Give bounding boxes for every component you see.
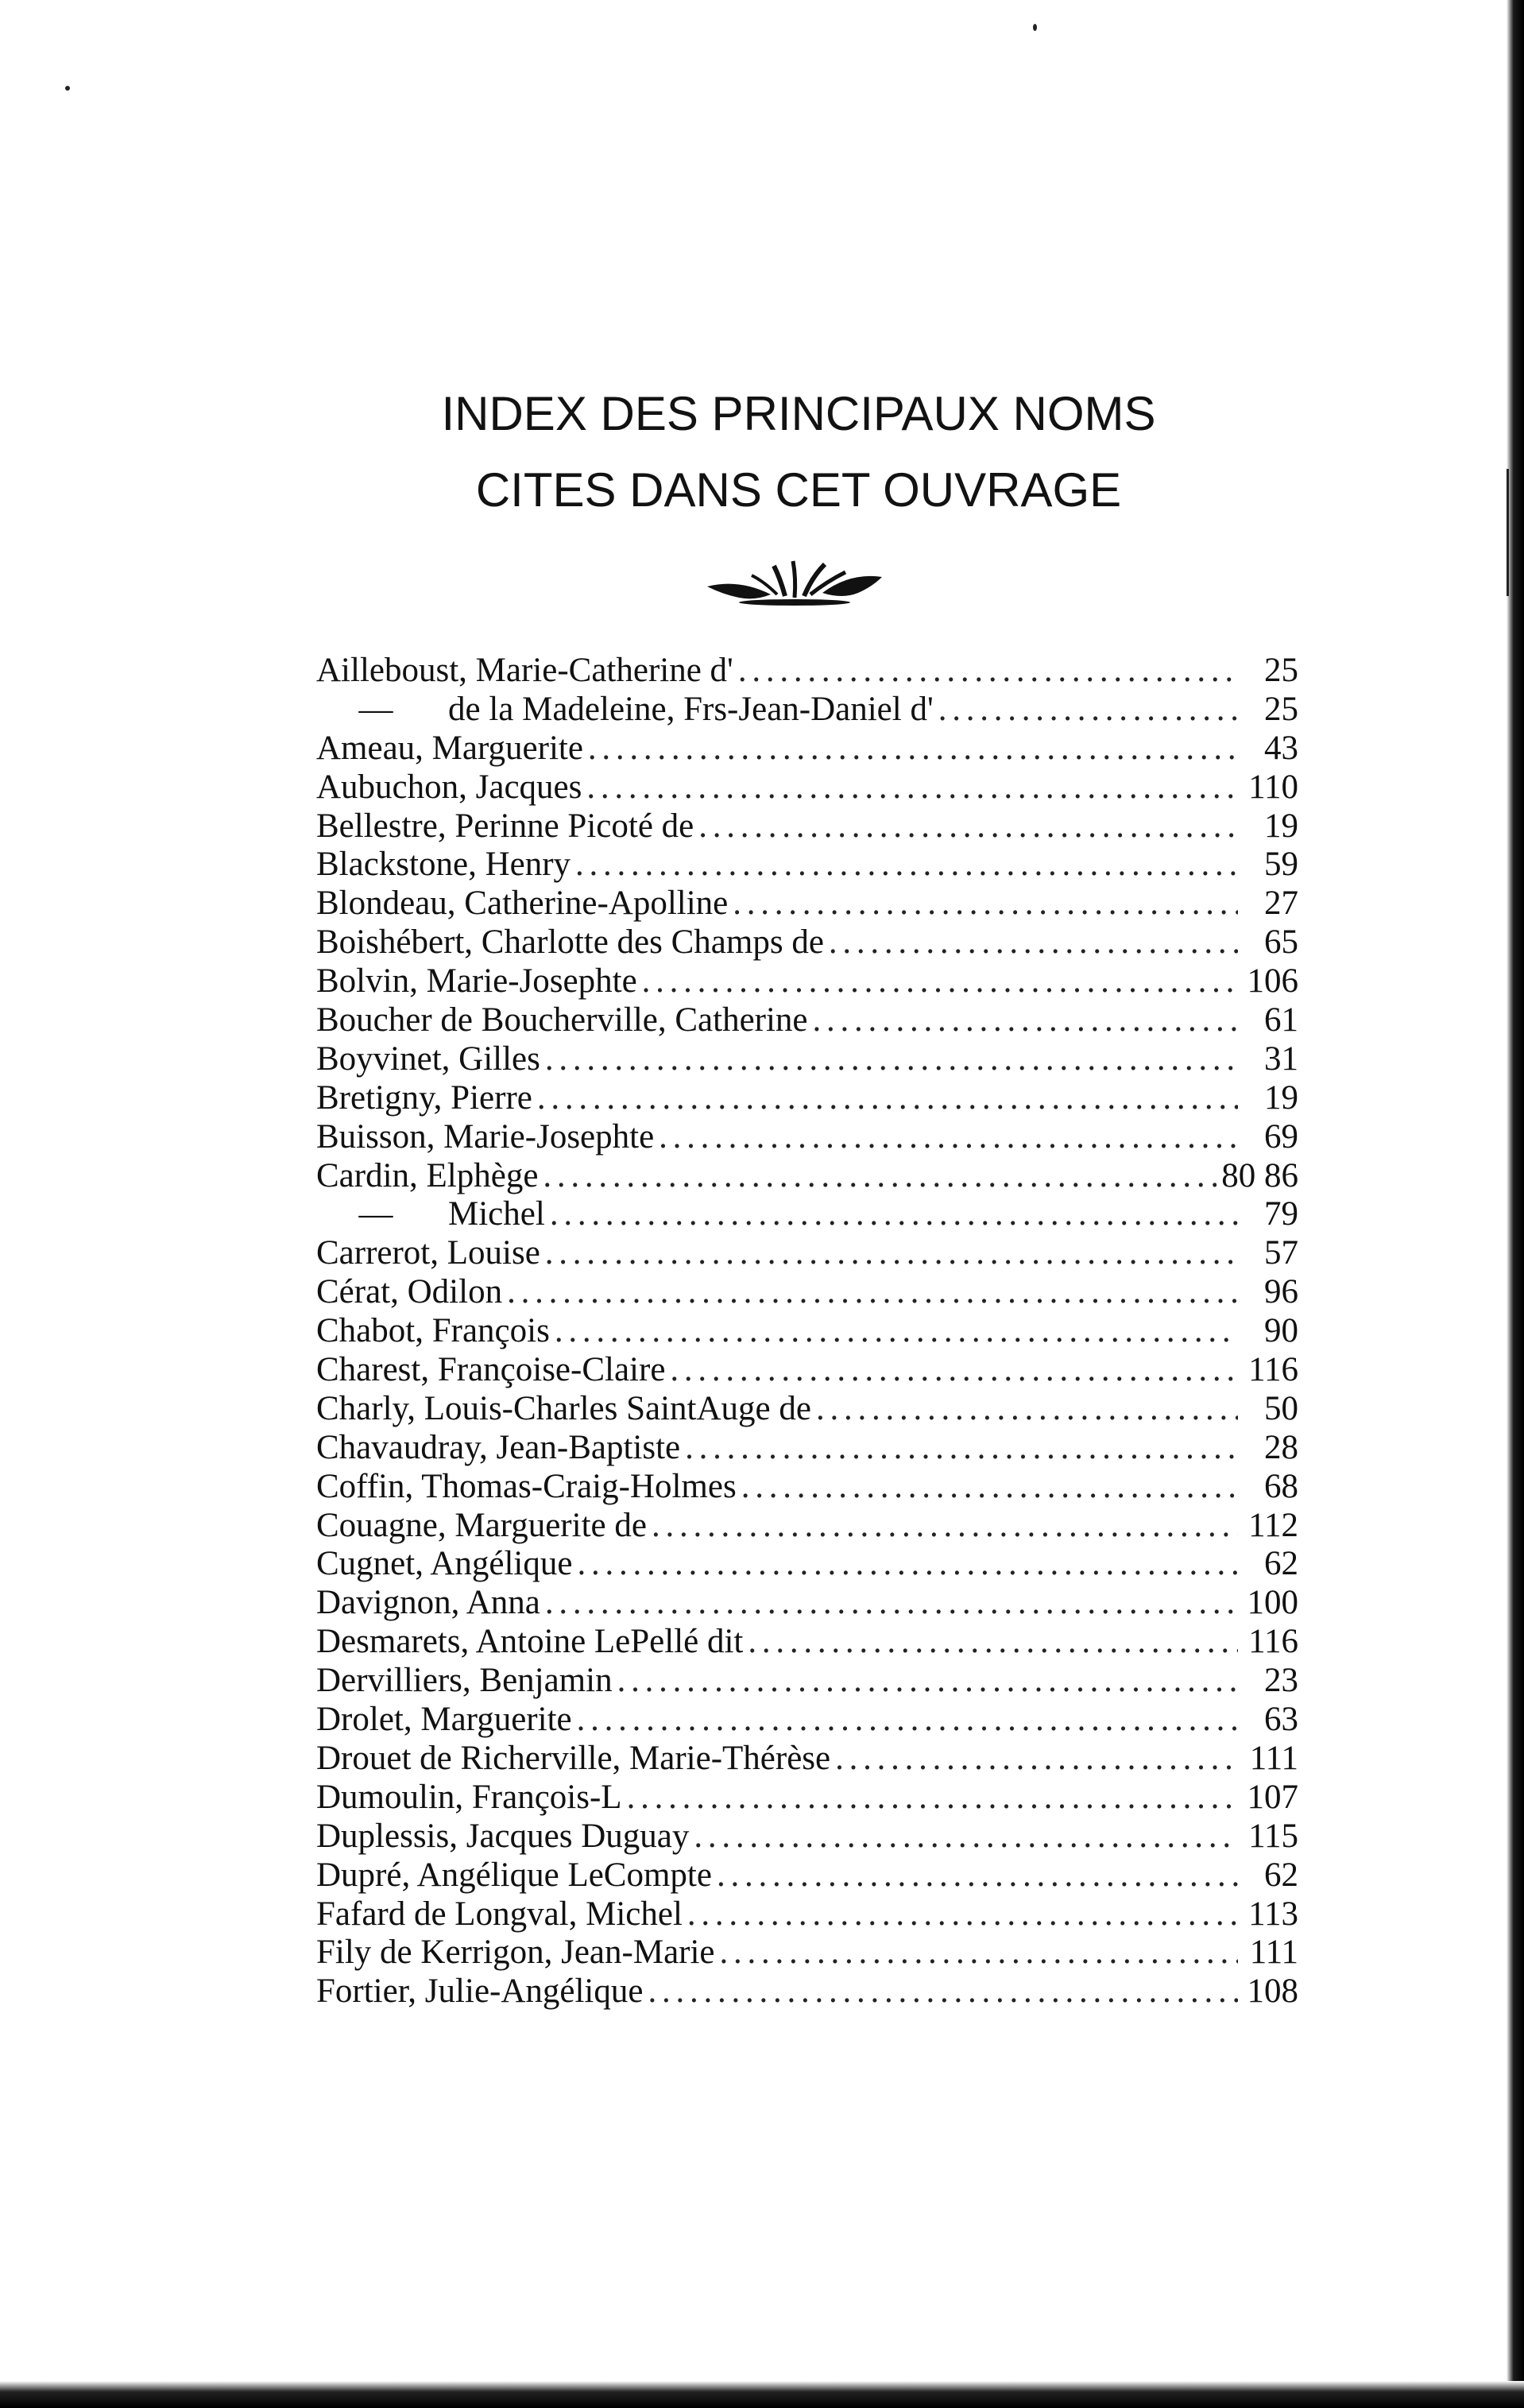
entry-page-number: 43 <box>1264 729 1298 767</box>
dot-leader <box>741 1468 1238 1507</box>
entry-page-number: 115 <box>1248 1817 1298 1855</box>
entry-page-number: 107 <box>1247 1778 1298 1816</box>
entry-name: de la Madeleine, Frs-Jean-Daniel d' <box>448 690 934 728</box>
index-entry <box>316 768 1298 807</box>
dot-leader <box>627 1779 1238 1818</box>
dot-leader <box>698 807 1238 846</box>
index-entry <box>316 962 1298 1001</box>
entry-page-number: 108 <box>1247 1972 1298 2011</box>
index-entry <box>316 1779 1298 1818</box>
index-entry <box>316 1351 1298 1390</box>
index-title-line-1: INDEX DES PRINCIPAUX NOMS <box>441 387 1156 440</box>
index-list <box>316 652 1298 2011</box>
entry-name: Bolvin, Marie-Josephte <box>316 962 637 1001</box>
entry-page-number: 68 <box>1264 1467 1298 1505</box>
index-entry <box>316 1001 1298 1040</box>
dot-leader <box>829 923 1238 962</box>
dot-leader <box>545 1584 1238 1623</box>
dot-leader <box>733 885 1238 923</box>
entry-page-number: 116 <box>1248 1623 1298 1661</box>
dot-leader <box>813 1001 1238 1040</box>
dot-leader <box>738 652 1238 691</box>
entry-page-number: 112 <box>1248 1506 1298 1544</box>
entry-name: Charly, Louis-Charles SaintAuge de <box>316 1389 811 1427</box>
index-entry <box>316 1584 1298 1623</box>
index-entry <box>316 1390 1298 1429</box>
entry-name: Aubuchon, Jacques <box>316 768 582 806</box>
entry-page-number: 27 <box>1264 885 1298 923</box>
page-edge-bottom <box>0 2381 1524 2408</box>
index-entry <box>316 1818 1298 1856</box>
entry-name: Cérat, Odilon <box>316 1273 503 1311</box>
entry-page-number: 79 <box>1264 1195 1298 1233</box>
entry-page-number: 25 <box>1264 690 1298 728</box>
dot-leader <box>545 1040 1238 1079</box>
index-entry <box>316 1972 1298 2011</box>
dot-leader <box>642 962 1238 1001</box>
entry-page-number: 23 <box>1264 1662 1298 1700</box>
index-entry <box>316 691 1298 730</box>
dot-leader <box>543 1157 1216 1196</box>
dot-leader <box>717 1856 1238 1895</box>
index-entry <box>316 1740 1298 1779</box>
entry-name: Boyvinet, Gilles <box>316 1039 540 1078</box>
entry-name: Dumoulin, François-L <box>316 1778 622 1816</box>
dot-leader <box>659 1118 1238 1157</box>
ditto-dash: — <box>358 690 393 728</box>
entry-name: Fafard de Longval, Michel <box>316 1895 683 1933</box>
index-entry <box>316 1195 1298 1234</box>
entry-page-number: 62 <box>1264 1545 1298 1583</box>
entry-page-number: 59 <box>1264 846 1298 884</box>
entry-name: Drouet de Richerville, Marie-Thérèse <box>316 1739 831 1777</box>
entry-name: Michel <box>448 1195 545 1233</box>
index-entry <box>316 1856 1298 1895</box>
entry-name: Charest, Françoise-Claire <box>316 1351 666 1389</box>
index-entry <box>316 652 1298 691</box>
entry-name: Davignon, Anna <box>316 1584 540 1622</box>
entry-page-number: 110 <box>1248 768 1298 806</box>
index-entry <box>316 885 1298 923</box>
print-speck <box>65 86 70 91</box>
dot-leader <box>748 1623 1238 1662</box>
dot-leader <box>648 1972 1238 2011</box>
entry-name: Desmarets, Antoine LePellé dit <box>316 1623 744 1661</box>
dot-leader <box>555 1312 1238 1351</box>
index-entry <box>316 1507 1298 1546</box>
dot-leader <box>670 1351 1238 1390</box>
entry-name: Bretigny, Pierre <box>316 1078 532 1117</box>
dot-leader <box>720 1934 1238 1972</box>
entry-name: Bellestre, Perinne Picoté de <box>316 807 694 845</box>
index-title-line-2: CITES DANS CET OUVRAGE <box>475 463 1122 517</box>
entry-name: Cardin, Elphège <box>316 1156 539 1194</box>
dot-leader <box>537 1079 1238 1118</box>
floral-ornament-icon <box>691 555 898 610</box>
entry-page-number: 50 <box>1264 1389 1298 1427</box>
ditto-dash: — <box>358 1195 393 1233</box>
entry-name: Carrerot, Louise <box>316 1234 540 1272</box>
index-entry <box>316 1701 1298 1740</box>
index-entry <box>316 1468 1298 1507</box>
entry-name: Boishébert, Charlotte des Champs de <box>316 923 824 962</box>
dot-leader <box>545 1234 1238 1273</box>
index-entry <box>316 1934 1298 1972</box>
entry-page-number: 116 <box>1248 1351 1298 1389</box>
entry-page-number: 80 86 <box>1221 1156 1298 1194</box>
entry-page-number: 62 <box>1264 1856 1298 1894</box>
index-entry <box>316 1429 1298 1468</box>
entry-page-number: 111 <box>1249 1739 1298 1777</box>
entry-name: Dupré, Angélique LeCompte <box>316 1856 712 1894</box>
entry-page-number: 106 <box>1247 962 1298 1001</box>
page-edge-right <box>1507 0 1524 2408</box>
index-entry <box>316 1895 1298 1934</box>
entry-name: Chabot, François <box>316 1312 550 1350</box>
entry-page-number: 90 <box>1264 1312 1298 1350</box>
entry-name: Duplessis, Jacques Duguay <box>316 1817 690 1855</box>
entry-name: Cugnet, Angélique <box>316 1545 573 1583</box>
entry-name: Blackstone, Henry <box>316 846 571 884</box>
entry-name: Chavaudray, Jean-Baptiste <box>316 1428 681 1466</box>
entry-name: Dervilliers, Benjamin <box>316 1662 613 1700</box>
entry-page-number: 57 <box>1264 1234 1298 1272</box>
index-entry <box>316 846 1298 885</box>
entry-name: Coffin, Thomas-Craig-Holmes <box>316 1467 737 1505</box>
entry-name: Ailleboust, Marie-Catherine d' <box>316 652 733 689</box>
index-entry <box>316 1079 1298 1118</box>
index-entry <box>316 1623 1298 1662</box>
dot-leader <box>577 1701 1238 1740</box>
index-entry <box>316 1312 1298 1351</box>
dot-leader <box>652 1507 1238 1546</box>
index-entry <box>316 730 1298 768</box>
entry-page-number: 113 <box>1248 1895 1298 1933</box>
entry-name: Buisson, Marie-Josephte <box>316 1117 655 1156</box>
index-entry <box>316 1662 1298 1701</box>
index-entry <box>316 1118 1298 1157</box>
dot-leader <box>816 1390 1238 1429</box>
entry-page-number: 28 <box>1264 1428 1298 1466</box>
dot-leader <box>550 1195 1238 1234</box>
entry-name: Blondeau, Catherine-Apolline <box>316 885 729 923</box>
dot-leader <box>588 730 1238 768</box>
entry-page-number: 19 <box>1264 1078 1298 1117</box>
dot-leader <box>938 691 1238 730</box>
entry-page-number: 96 <box>1264 1273 1298 1311</box>
dot-leader <box>694 1818 1238 1856</box>
entry-page-number: 65 <box>1264 923 1298 962</box>
dot-leader <box>835 1740 1238 1779</box>
index-entry <box>316 1545 1298 1584</box>
dot-leader <box>577 1545 1238 1584</box>
entry-page-number: 31 <box>1264 1039 1298 1078</box>
dot-leader <box>685 1429 1238 1468</box>
index-entry <box>316 1234 1298 1273</box>
entry-page-number: 69 <box>1264 1117 1298 1156</box>
entry-name: Ameau, Marguerite <box>316 729 583 767</box>
entry-name: Boucher de Boucherville, Catherine <box>316 1001 808 1039</box>
index-entry <box>316 923 1298 962</box>
entry-page-number: 25 <box>1264 652 1298 689</box>
index-entry <box>316 1040 1298 1079</box>
entry-page-number: 19 <box>1264 807 1298 845</box>
dot-leader <box>617 1662 1238 1701</box>
index-entry <box>316 807 1298 846</box>
entry-page-number: 61 <box>1264 1001 1298 1039</box>
entry-name: Drolet, Marguerite <box>316 1701 572 1739</box>
entry-name: Fortier, Julie-Angélique <box>316 1972 644 2011</box>
index-entry <box>316 1157 1298 1196</box>
dot-leader <box>507 1273 1238 1312</box>
page-edge-mark <box>1507 469 1509 596</box>
entry-page-number: 100 <box>1247 1584 1298 1622</box>
dot-leader <box>575 846 1238 885</box>
index-entry <box>316 1273 1298 1312</box>
entry-page-number: 63 <box>1264 1701 1298 1739</box>
entry-name: Fily de Kerrigon, Jean-Marie <box>316 1934 715 1972</box>
entry-name: Couagne, Marguerite de <box>316 1506 647 1544</box>
print-speck <box>1033 24 1037 31</box>
entry-page-number: 111 <box>1249 1934 1298 1972</box>
dot-leader <box>586 768 1238 807</box>
dot-leader <box>687 1895 1238 1934</box>
